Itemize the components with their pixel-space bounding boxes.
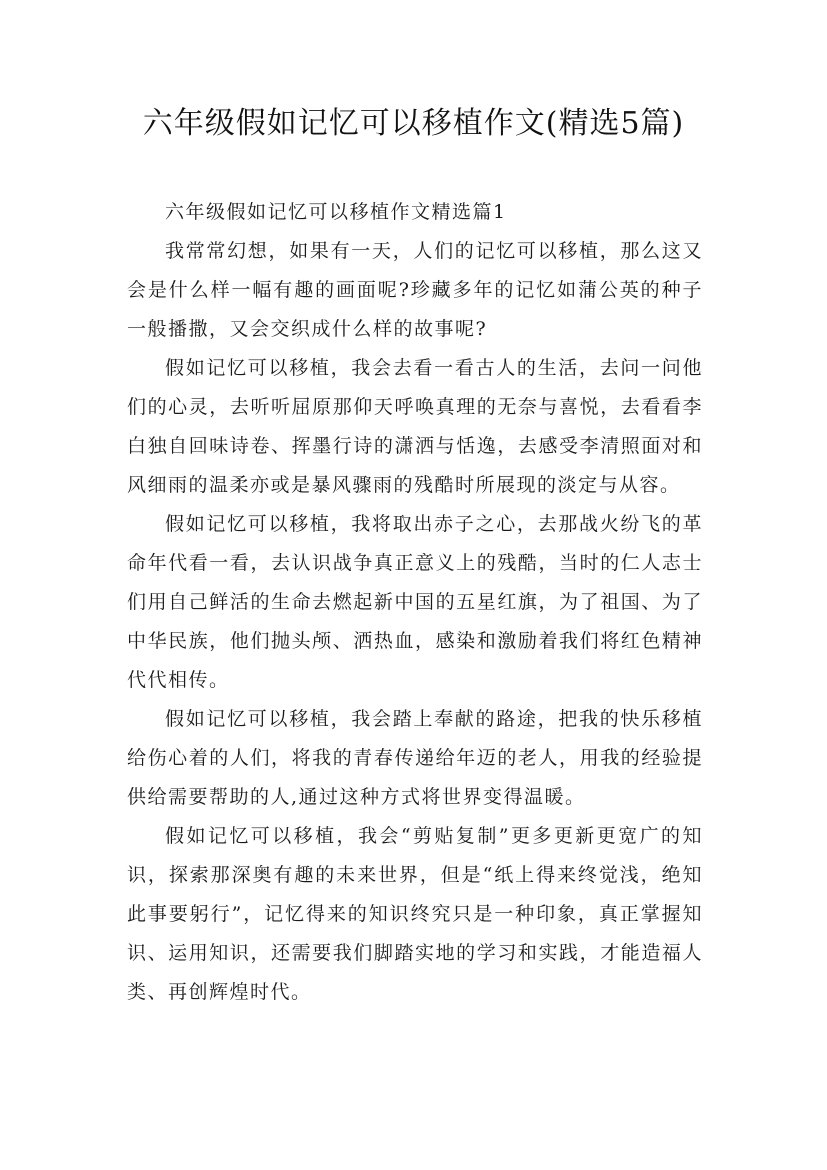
- paragraph: 假如记忆可以移植，我会“剪贴复制”更多更新更宽广的知识，探索那深奥有趣的未来世界，但是“纸上得来终觉浅，绝知此事要躬行”，记忆得来的知识终究只是一种印象，真正掌握知识、运用知识，还需要我们脚踏实地的学习和实践，才能造福人类、再创辉煌时代。: [127, 825, 703, 1003]
- paragraph: 假如记忆可以移植，我会踏上奉献的路途，把我的快乐移植给伤心着的人们，将我的青春传递给年迈的老人，用我的经验提供给需要帮助的人,通过这种方式将世界变得温暖。: [127, 708, 703, 808]
- document-title: 六年级假如记忆可以移植作文(精选5篇): [142, 106, 685, 141]
- paragraph: 我常常幻想，如果有一天，人们的记忆可以移植，那么这又会是什么样一幅有趣的画面呢?珍藏多年的记忆如蒲公英的种子一般播撒，又会交织成什么样的故事呢?: [127, 240, 703, 340]
- article-body: [127, 193, 703, 1012]
- paragraph: 假如记忆可以移植，我会去看一看古人的生活，去问一问他们的心灵，去听听屈原那仰天呼唤真理的无奈与喜悦，去看看李白独自回味诗卷、挥墨行诗的潇洒与恬逸，去感受李清照面对和风细雨的温柔亦或是暴风骤雨的残酷时所展现的淡定与从容。: [127, 357, 703, 496]
- section-heading: 六年级假如记忆可以移植作文精选篇1: [165, 201, 507, 223]
- paragraph: 假如记忆可以移植，我将取出赤子之心，去那战火纷飞的革命年代看一看，去认识战争真正意义上的残酷，当时的仁人志士们用自己鲜活的生命去燃起新中国的五星红旗，为了祖国、为了中华民族，他们抛头颅、洒热血，感染和激励着我们将红色精神代代相传。: [127, 513, 703, 691]
